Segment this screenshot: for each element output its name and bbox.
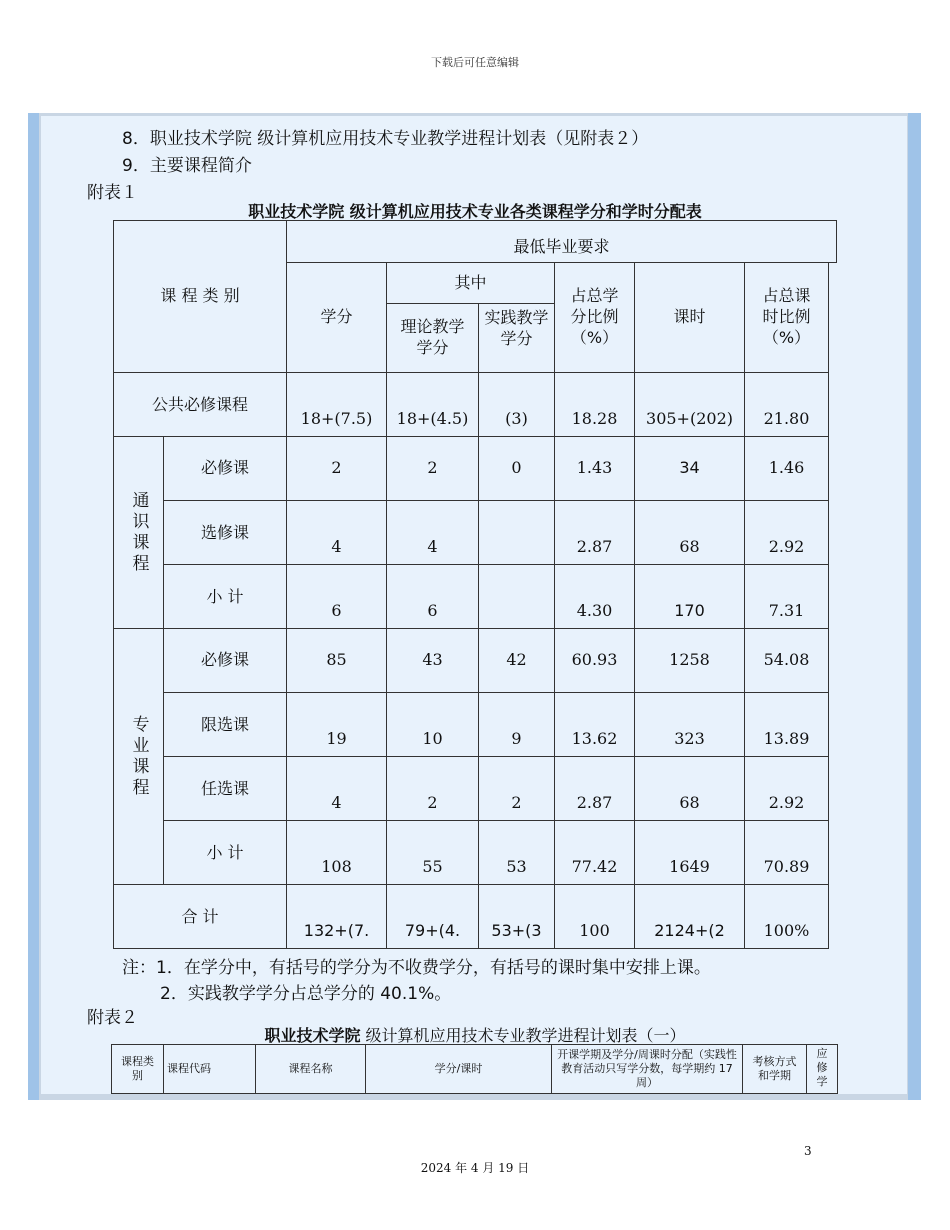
t2-header-assessment: 考核方式和学期: [742, 1044, 807, 1094]
header-hours: 课时: [634, 262, 745, 373]
row-public-practice: (3): [478, 372, 555, 437]
row-total-hours-ratio: 100%: [744, 884, 829, 949]
row-public-hours-ratio: 21.80: [744, 372, 829, 437]
row-m-req-label: 必修课: [163, 628, 287, 693]
row-g-req-label: 必修课: [163, 436, 287, 501]
row-g-sub-credit-ratio: 4.30: [554, 564, 635, 629]
row-m-free-hours-ratio: 2.92: [744, 756, 829, 821]
row-m-sub-theory: 55: [386, 820, 479, 885]
row-m-free-credits: 4: [286, 756, 387, 821]
line-9: 9．主要课程简介: [122, 156, 252, 176]
row-total-credit-ratio: 100: [554, 884, 635, 949]
header-min-requirement: 最低毕业要求: [286, 220, 837, 263]
row-total-hours: 2124+(2: [634, 884, 745, 949]
row-m-free-theory: 2: [386, 756, 479, 821]
header-category: 课 程 类 别: [113, 220, 287, 373]
row-g-elec-theory: 4: [386, 500, 479, 565]
header-credit-ratio: 占总学分比例（%）: [554, 262, 635, 373]
row-m-req-hours: 1258: [634, 628, 745, 693]
row-m-lim-label: 限选课: [163, 692, 287, 757]
row-g-req-hours: 34: [634, 436, 745, 501]
row-m-sub-hours: 1649: [634, 820, 745, 885]
t2-header-required: 应修学: [806, 1044, 838, 1094]
row-public-credit-ratio: 18.28: [554, 372, 635, 437]
row-m-lim-credit-ratio: 13.62: [554, 692, 635, 757]
t2-header-code: 课程代码: [163, 1044, 256, 1094]
row-g-req-practice: 0: [478, 436, 555, 501]
row-g-sub-label: 小 计: [163, 564, 287, 629]
row-m-sub-label: 小 计: [163, 820, 287, 885]
row-g-elec-hours-ratio: 2.92: [744, 500, 829, 565]
row-m-lim-practice: 9: [478, 692, 555, 757]
t2-header-semester: 开课学期及学分/周课时分配（实践性教育活动只写学分数，每学期约 17 周）: [551, 1044, 743, 1094]
row-g-req-hours-ratio: 1.46: [744, 436, 829, 501]
row-g-req-credit-ratio: 1.43: [554, 436, 635, 501]
row-g-elec-label: 选修课: [163, 500, 287, 565]
line-8: 8．职业技术学院 级计算机应用技术专业教学进程计划表（见附表２）: [122, 129, 649, 149]
row-m-free-credit-ratio: 2.87: [554, 756, 635, 821]
row-total-credits: 132+(7.: [286, 884, 387, 949]
header-note: 下载后可任意编辑: [431, 56, 519, 69]
row-g-sub-credits: 6: [286, 564, 387, 629]
row-m-lim-hours: 323: [634, 692, 745, 757]
footer-date: 2024 年 4 月 19 日: [420, 1161, 530, 1175]
table2-title-rest: 级计算机应用技术专业教学进程计划表（一）: [360, 1026, 686, 1045]
row-g-elec-hours: 68: [634, 500, 745, 565]
appendix-2-label: 附表２: [87, 1008, 138, 1028]
row-g-elec-credit-ratio: 2.87: [554, 500, 635, 565]
row-public-credits: 18+(7.5): [286, 372, 387, 437]
note-2: 2．实践教学学分占总学分的 40.1%。: [160, 984, 452, 1004]
t2-header-credits-hours: 学分/课时: [365, 1044, 552, 1094]
row-g-req-credits: 2: [286, 436, 387, 501]
row-g-sub-hours: 170: [634, 564, 745, 629]
row-total-theory: 79+(4.: [386, 884, 479, 949]
row-m-lim-credits: 19: [286, 692, 387, 757]
row-m-sub-credits: 108: [286, 820, 387, 885]
row-m-req-credits: 85: [286, 628, 387, 693]
row-g-elec-credits: 4: [286, 500, 387, 565]
row-public-theory: 18+(4.5): [386, 372, 479, 437]
row-g-req-theory: 2: [386, 436, 479, 501]
row-public-label: 公共必修课程: [113, 372, 287, 437]
row-m-req-theory: 43: [386, 628, 479, 693]
table2-title-bold: 职业技术学院: [264, 1026, 361, 1045]
row-m-sub-credit-ratio: 77.42: [554, 820, 635, 885]
header-hours-ratio: 占总课时比例（%）: [744, 262, 829, 373]
row-m-sub-practice: 53: [478, 820, 555, 885]
table1-title: 职业技术学院 级计算机应用技术专业各类课程学分和学时分配表: [248, 202, 702, 221]
row-m-free-practice: 2: [478, 756, 555, 821]
row-m-req-hours-ratio: 54.08: [744, 628, 829, 693]
row-m-req-practice: 42: [478, 628, 555, 693]
row-m-req-credit-ratio: 60.93: [554, 628, 635, 693]
note-1: 注：1．在学分中，有括号的学分为不收费学分，有括号的课时集中安排上课。: [122, 958, 711, 978]
row-m-free-hours: 68: [634, 756, 745, 821]
header-practice-credits: 实践教学学分: [478, 303, 555, 373]
group-general-label: 通识课程: [128, 490, 149, 575]
row-m-sub-hours-ratio: 70.89: [744, 820, 829, 885]
row-g-sub-theory: 6: [386, 564, 479, 629]
group-major-label: 专业课程: [128, 714, 149, 799]
row-public-hours: 305+(202): [634, 372, 745, 437]
t2-header-name: 课程名称: [255, 1044, 366, 1094]
row-m-lim-theory: 10: [386, 692, 479, 757]
row-m-free-label: 任选课: [163, 756, 287, 821]
header-among: 其中: [386, 262, 555, 304]
header-credits: 学分: [286, 262, 387, 373]
header-theory-credits: 理论教学学分: [386, 303, 479, 373]
t2-header-category: 课程类别: [111, 1044, 164, 1094]
page-number: 3: [804, 1144, 812, 1158]
row-total-label: 合 计: [113, 884, 287, 949]
appendix-1-label: 附表１: [87, 183, 138, 203]
row-m-lim-hours-ratio: 13.89: [744, 692, 829, 757]
row-g-sub-hours-ratio: 7.31: [744, 564, 829, 629]
row-total-practice: 53+(3: [478, 884, 555, 949]
